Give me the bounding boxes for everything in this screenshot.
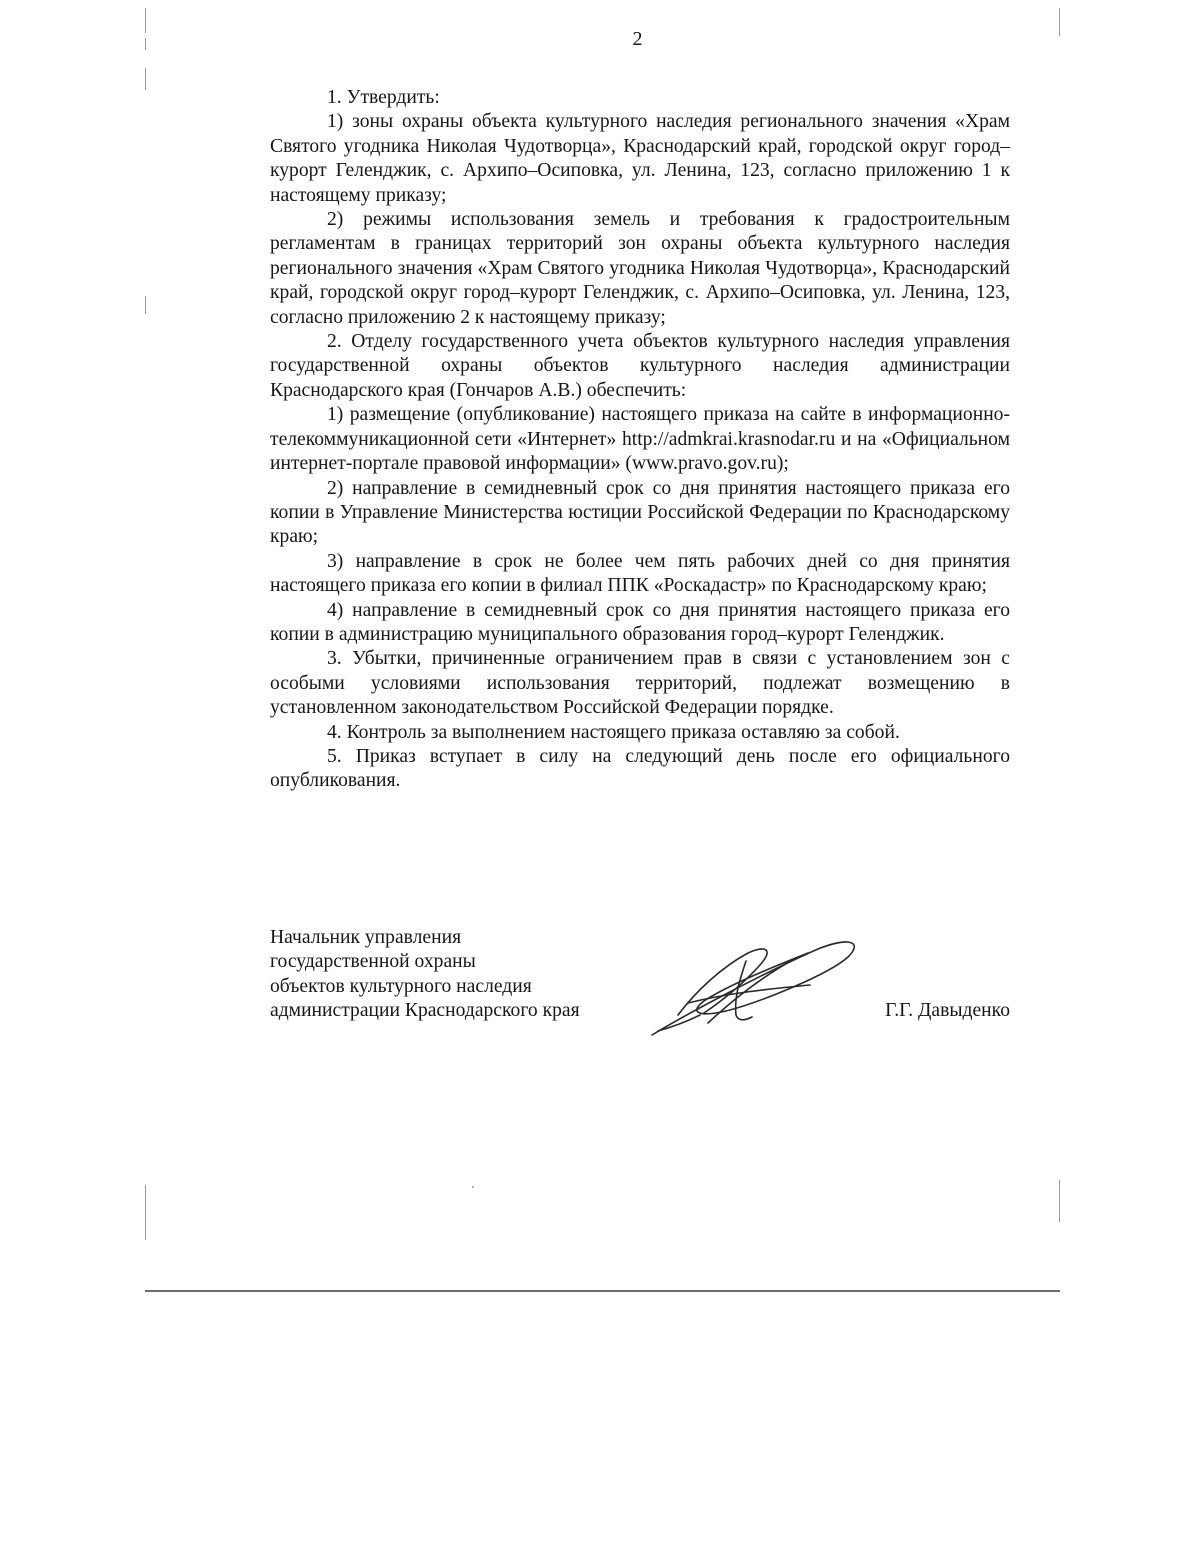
scan-edge-mark (145, 1185, 146, 1240)
paragraph-approve: 1. Утвердить: (327, 87, 440, 108)
paragraph-losses: 3. Убытки, причиненные ограничением прав в связи с установлением зон с особыми условиями использования территорий, подлежат возмещению в установленном законодательством Российской Федерации порядке. (270, 648, 1010, 719)
scan-edge-mark (145, 68, 146, 90)
signatory-name: Г.Г. Давыденко (885, 1000, 1010, 1021)
scan-edge-mark (145, 296, 146, 314)
signatory-title-line: государственной охраны (270, 951, 476, 973)
paragraph-protection-zones: 1) зоны охраны объекта культурного наследия регионального значения «Храм Святого угодника Николая Чудотворца», Краснодарский край, городской округ город–курорт Геленджик, с. Архипо–Осиповка, ул. Ленина, 123, согласно приложению 1 к настоящему приказу; (270, 111, 1010, 206)
signature-block (270, 926, 1010, 1056)
scan-edge-mark (1059, 1180, 1060, 1222)
paragraph-control: 4. Контроль за выполнением настоящего приказа оставляю за собой. (327, 721, 900, 743)
paragraph-municipality: 4) направление в семидневный срок со дня принятия настоящего приказа его копии в администрацию муниципального образования город–курорт Геленджик. (270, 599, 1010, 645)
paragraph-land-use-regimes: 2) режимы использования земель и требования к градостроительным регламентам в границах территорий зон охраны объекта культурного наследия регионального значения «Храм Святого угодника Николая Чудотворца», Краснодарский край, городской округ город–курорт Геленджик, с. Архипо–Осиповка, ул. Ленина, 123, согласно приложению 2 к настоящему приказу; (270, 209, 1010, 328)
scan-edge-mark (145, 38, 146, 50)
handwritten-signature (648, 931, 868, 1041)
paragraph-publication: 1) размещение (опубликование) настоящего приказа на сайте в информационно-телекоммуникационной сети «Интернет» http://admkrai.krasnodar.ru и на «Официальном интернет-портале правовой информации» (www.pravo.gov.ru); (270, 404, 1010, 475)
scan-speck (472, 1186, 474, 1188)
signatory-title-line: администрации Краснодарского края (270, 1000, 580, 1022)
paragraph-roskadastr: 3) направление в срок не более чем пять рабочих дней со дня принятия настоящего приказа его копии в филиал ППК «Роскадастр» по Краснодарскому краю; (270, 550, 1010, 597)
scan-edge-mark (1059, 8, 1060, 36)
signatory-title-line: объектов культурного наследия (270, 975, 532, 997)
signatory-title-line: Начальник управления (270, 927, 462, 948)
paragraph-department-instruction: 2. Отделу государственного учета объектов культурного наследия управления государственной охраны объектов культурного наследия администрации Краснодарского края (Гончаров А.В.) обеспечить: (270, 331, 1010, 401)
scan-edge-mark (145, 8, 146, 33)
page-edge-line (145, 1290, 1060, 1292)
order-body (270, 86, 1010, 794)
page-number: 2 (632, 28, 643, 50)
paragraph-ministry-of-justice: 2) направление в семидневный срок со дня принятия настоящего приказа его копии в Управление Министерства юстиции Российской Федерации по Краснодарскому краю; (270, 477, 1010, 548)
paragraph-effective-date: 5. Приказ вступает в силу на следующий день после его официального опубликования. (270, 745, 1010, 792)
